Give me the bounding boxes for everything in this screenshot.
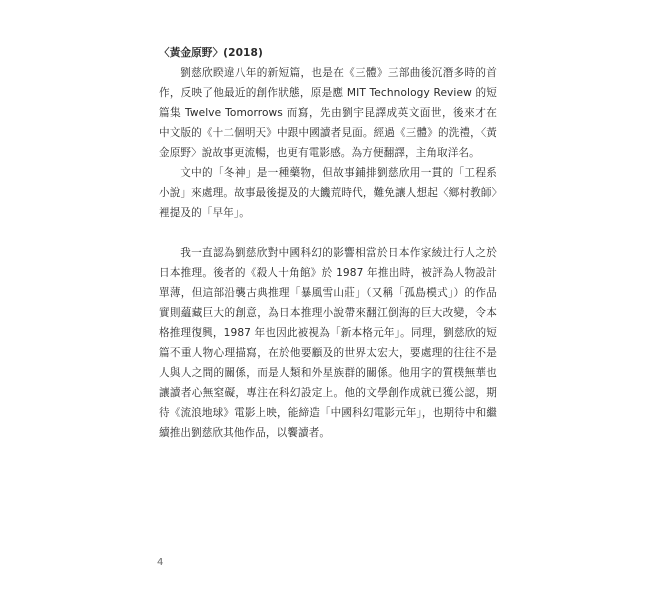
page-number: 4 <box>157 557 164 568</box>
paragraph-gap <box>159 223 497 243</box>
paragraph-2: 文中的「冬神」是一種藥物，但故事鋪排劉慈欣用一貫的「工程系小說」來處理。故事最後提及的大饑荒時代，難免讓人想起〈鄉村教師〉裡提及的「早年」。 <box>159 167 497 219</box>
section-heading: 〈黃金原野〉(2018) <box>159 47 263 59</box>
paragraph-3: 我一直認為劉慈欣對中國科幻的影響相當於日本作家綾辻行人之於日本推理。後者的《殺人十角館》於 1987 年推出時，被評為人物設計單薄，但這部沿襲古典推理「暴風雪山莊」（又稱「孤島模式」）的作品實則蘊藏巨大的創意，為日本推理小說帶來翻江倒海的巨大改變，令本格推理復興，1987 年也因此被視為「新本格元年」。同理，劉慈欣的短篇不重人物心理描寫，在於他要顧及的世界太宏大，要處理的往往不是人與人之間的關係，而是人類和外星族群的關係。他用字的質樸無華也讓讀者心無窒礙，專注在科幻設定上。他的文學創作成就已獲公認，期待《流浪地球》電影上映，能締造「中國科幻電影元年」，也期待中和繼續推出劉慈欣其他作品，以饗讀者。 <box>159 247 497 439</box>
page-content <box>159 43 497 443</box>
paragraph-1: 劉慈欣睽違八年的新短篇，也是在《三體》三部曲後沉潛多時的首作，反映了他最近的創作狀態，原是應 MIT Technology Review 的短篇集 Twelve Tomorrows 而寫，先由劉宇昆譯成英文面世，後來才在中文版的《十二個明天》中跟中國讀者見面。經過《三體》的洗禮，〈黃金原野〉說故事更流暢，也更有電影感。為方便翻譯，主角取洋名。 <box>159 67 497 159</box>
